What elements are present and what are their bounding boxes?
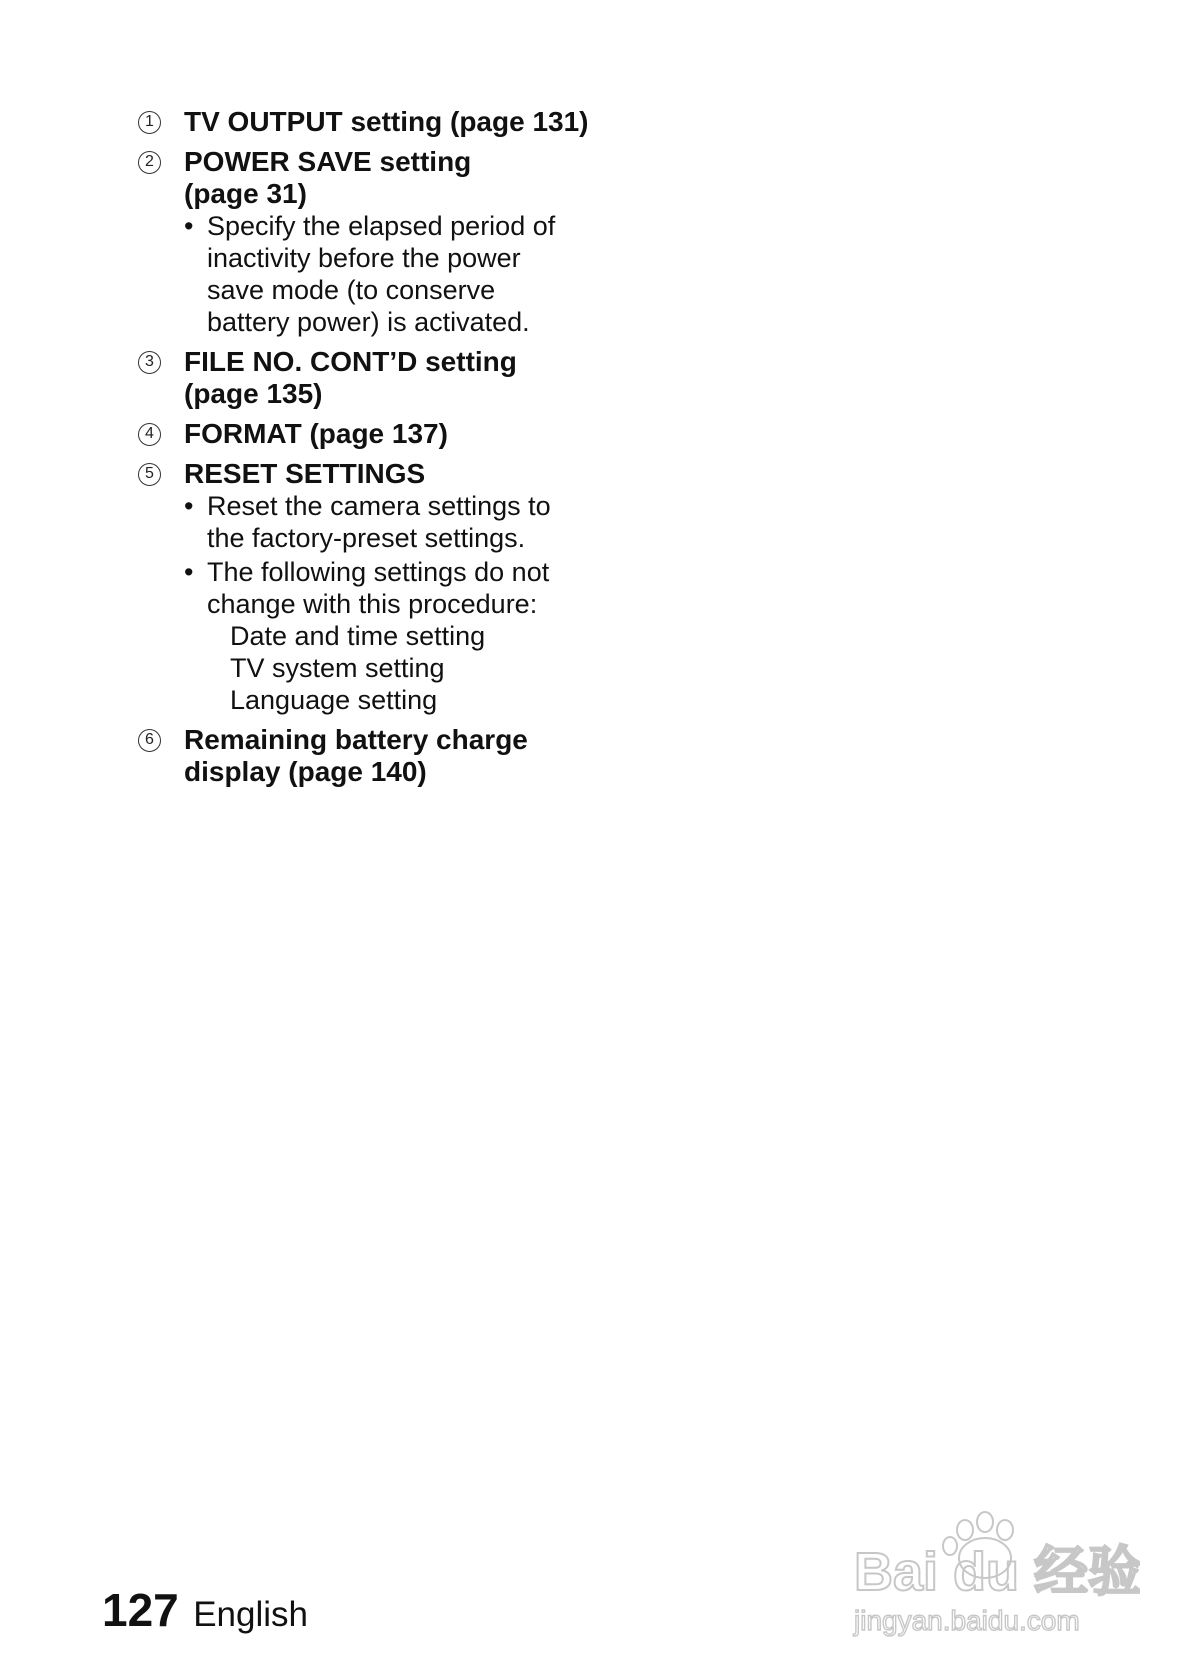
unaffected-setting: TV system setting	[230, 653, 445, 683]
item-title-line-1: Remaining battery charge	[184, 724, 528, 755]
circled-number-4: 4	[138, 423, 161, 446]
item-title-line-1: POWER SAVE setting	[184, 146, 472, 177]
unaffected-setting: Date and time setting	[230, 621, 486, 651]
settings-list	[138, 106, 658, 796]
page-language: English	[193, 1595, 308, 1634]
bullet-dot-icon: •	[184, 491, 194, 521]
bullet-line: change with this procedure:	[207, 589, 538, 619]
list-item-tv-output	[138, 106, 658, 138]
circled-number-3: 3	[138, 351, 161, 374]
bullet-line: The following settings do not	[207, 557, 550, 587]
baidu-watermark	[850, 1510, 1140, 1660]
list-item-battery-charge	[138, 724, 658, 788]
page-number: 127	[102, 1584, 179, 1636]
list-item-file-no-contd	[138, 346, 658, 410]
bullet-point	[184, 490, 658, 554]
item-title-line-2: (page 31)	[184, 178, 307, 209]
bullet-line: Specify the elapsed period of	[207, 211, 556, 241]
item-title-line-2: display (page 140)	[184, 756, 427, 787]
bullet-line: inactivity before the power	[207, 243, 521, 273]
bullet-line: save mode (to conserve	[207, 275, 496, 305]
page-footer	[102, 1584, 308, 1641]
watermark-url: jingyan.baidu.com	[854, 1605, 1080, 1636]
unaffected-setting: Language setting	[230, 685, 438, 715]
list-item-format	[138, 418, 658, 450]
circled-number-6: 6	[138, 729, 161, 752]
bullet-point	[184, 556, 658, 716]
list-item-power-save	[138, 146, 658, 338]
bullet-point	[184, 210, 658, 338]
bullet-line: Reset the camera settings to	[207, 491, 551, 521]
bullet-dot-icon: •	[184, 557, 194, 587]
item-title-line-1: FILE NO. CONT’D setting	[184, 346, 517, 377]
list-item-reset-settings	[138, 458, 658, 716]
item-title: RESET SETTINGS	[184, 458, 426, 489]
watermark-brand: Bai du 经验	[854, 1542, 1140, 1602]
circled-number-2: 2	[138, 151, 161, 174]
item-title-line-2: (page 135)	[184, 378, 323, 409]
bullet-line: battery power) is activated.	[207, 307, 530, 337]
circled-number-1: 1	[138, 111, 161, 134]
bullet-dot-icon: •	[184, 211, 194, 241]
circled-number-5: 5	[138, 463, 161, 486]
item-title: TV OUTPUT setting (page 131)	[184, 106, 589, 137]
paw-icon	[850, 1510, 1140, 1660]
bullet-line: the factory-preset settings.	[207, 523, 526, 553]
item-title: FORMAT (page 137)	[184, 418, 448, 449]
